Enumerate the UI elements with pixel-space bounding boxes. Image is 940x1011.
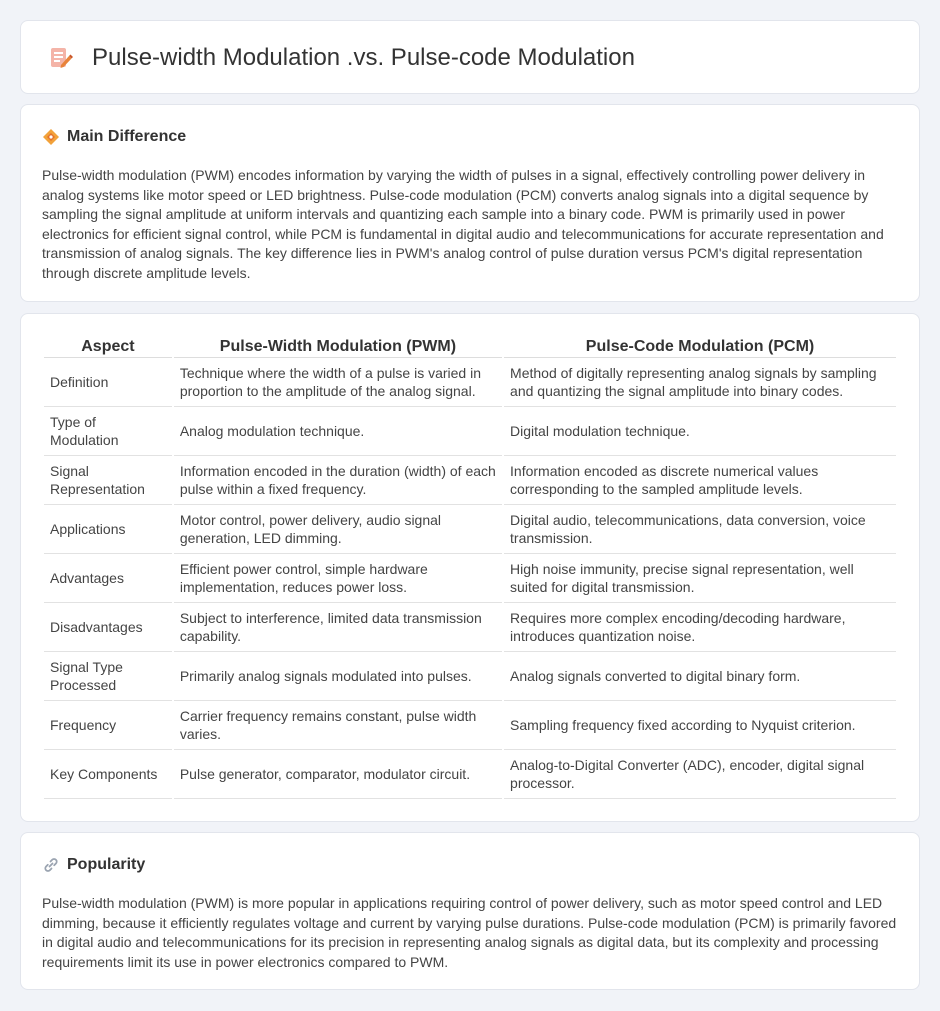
aspect-cell: Definition — [44, 358, 172, 407]
pwm-cell: Carrier frequency remains constant, pulse width varies. — [174, 701, 502, 750]
table-row — [44, 750, 896, 799]
table-header-row — [44, 333, 896, 358]
pcm-cell: High noise immunity, precise signal representation, well suited for digital transmission. — [504, 554, 896, 603]
pcm-cell: Method of digitally representing analog signals by sampling and quantizing the signal amplitude into binary codes. — [504, 358, 896, 407]
comparison-table — [42, 333, 898, 799]
title-card — [20, 20, 920, 94]
pwm-cell: Information encoded in the duration (width) of each pulse within a fixed frequency. — [174, 456, 502, 505]
pwm-cell: Technique where the width of a pulse is varied in proportion to the amplitude of the analog signal. — [174, 358, 502, 407]
popularity-section — [20, 832, 920, 990]
table-row — [44, 407, 896, 456]
pcm-cell: Digital modulation technique. — [504, 407, 896, 456]
pwm-cell: Pulse generator, comparator, modulator circuit. — [174, 750, 502, 799]
pwm-cell: Analog modulation technique. — [174, 407, 502, 456]
pcm-cell: Digital audio, telecommunications, data conversion, voice transmission. — [504, 505, 896, 554]
section-heading: Main Difference — [67, 128, 187, 145]
pcm-cell: Requires more complex encoding/decoding hardware, introduces quantization noise. — [504, 603, 896, 652]
table-row — [44, 652, 896, 701]
page-title: Pulse-width Modulation .vs. Pulse-code Modulation — [92, 44, 635, 71]
table-row — [44, 358, 896, 407]
column-header: Pulse-Width Modulation (PWM) — [174, 333, 502, 358]
popularity-text: Pulse-width modulation (PWM) is more popular in applications requiring control of power delivery, such as motor speed control and LED dimming, because it efficiently regulates voltage and current by varying pulse durations. Pulse-code modulation (PCM) is primarily favored in digital audio and telecommunications for its precision in representing analog signals as digital data, but its complexity and processing requirements limit its use in power electronics compared to PWM. — [42, 895, 897, 970]
aspect-cell: Frequency — [44, 701, 172, 750]
pcm-cell: Information encoded as discrete numerical values corresponding to the sampled amplitude levels. — [504, 456, 896, 505]
section-heading: Popularity — [67, 856, 146, 873]
pwm-cell: Motor control, power delivery, audio signal generation, LED dimming. — [174, 505, 502, 554]
pcm-cell: Analog signals converted to digital binary form. — [504, 652, 896, 701]
diamond-icon — [42, 128, 60, 146]
column-header: Aspect — [44, 333, 172, 358]
column-header: Pulse-Code Modulation (PCM) — [504, 333, 896, 358]
table-row — [44, 505, 896, 554]
aspect-cell: Advantages — [44, 554, 172, 603]
aspect-cell: Signal Type Processed — [44, 652, 172, 701]
pcm-cell: Analog-to-Digital Converter (ADC), encoder, digital signal processor. — [504, 750, 896, 799]
table-row — [44, 554, 896, 603]
edit-document-icon — [47, 45, 73, 71]
aspect-cell: Disadvantages — [44, 603, 172, 652]
aspect-cell: Key Components — [44, 750, 172, 799]
aspect-cell: Type of Modulation — [44, 407, 172, 456]
table-row — [44, 456, 896, 505]
main-difference-section — [20, 104, 920, 302]
pwm-cell: Primarily analog signals modulated into pulses. — [174, 652, 502, 701]
link-icon — [42, 856, 60, 874]
aspect-cell: Signal Representation — [44, 456, 172, 505]
pcm-cell: Sampling frequency fixed according to Nyquist criterion. — [504, 701, 896, 750]
main-difference-text: Pulse-width modulation (PWM) encodes information by varying the width of pulses in a signal, effectively controlling power delivery in analog systems like motor speed or LED brightness. Pulse-code modulation (PCM) converts analog signals into a digital sequence by sampling the signal amplitude at uniform intervals and quantizing each sample into a binary code. PWM is primarily used in power electronics for efficient signal control, while PCM is fundamental in digital audio and telecommunications for accurate representation and transmission of analog signals. The key difference lies in PWM's analog control of pulse duration versus PCM's digital representation through discrete amplitude levels. — [42, 167, 884, 281]
table-row — [44, 701, 896, 750]
aspect-cell: Applications — [44, 505, 172, 554]
pwm-cell: Subject to interference, limited data transmission capability. — [174, 603, 502, 652]
table-row — [44, 603, 896, 652]
comparison-section — [20, 313, 920, 822]
pwm-cell: Efficient power control, simple hardware implementation, reduces power loss. — [174, 554, 502, 603]
